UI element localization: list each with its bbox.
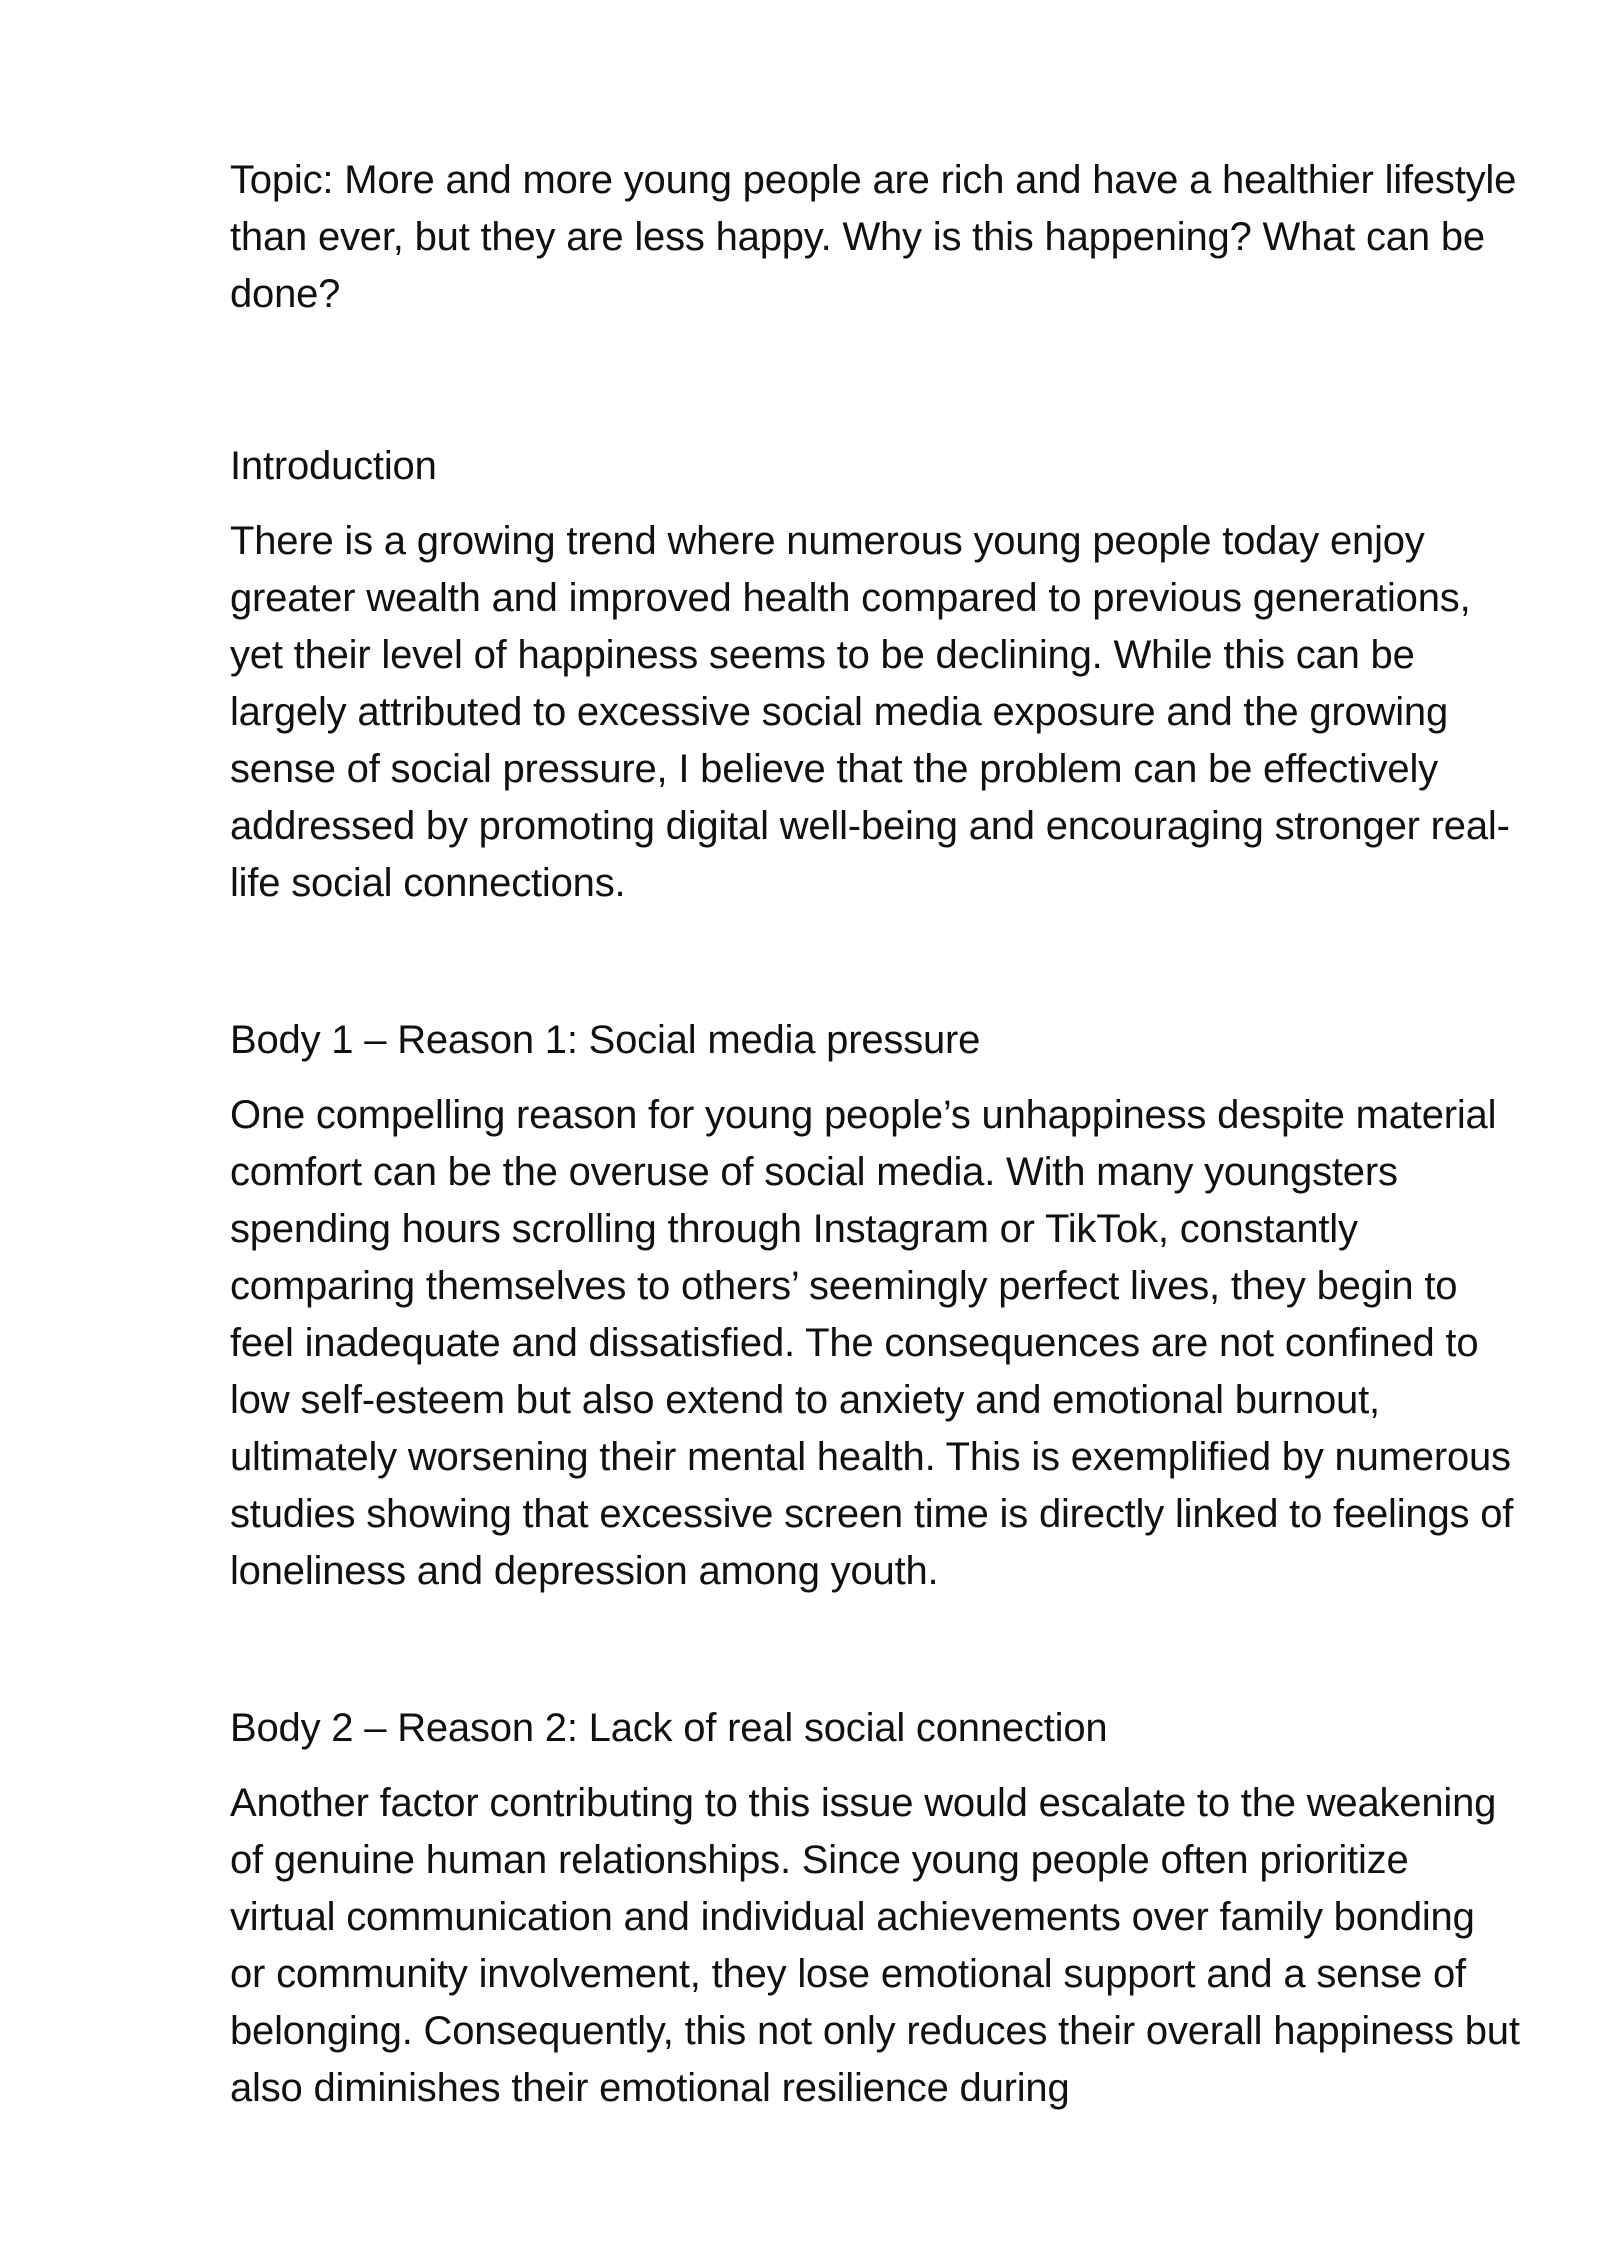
section-heading-body-2: Body 2 – Reason 2: Lack of real social connection (230, 1706, 1108, 1750)
document-body (230, 152, 1520, 2117)
essay-topic: Topic: More and more young people are rich and have a healthier lifestyle than ever, but they are less happy. Why is this happening? What can be done? (230, 158, 1517, 316)
section-heading-body-1: Body 1 – Reason 1: Social media pressure (230, 1018, 981, 1062)
section-paragraph-body-2: Another factor contributing to this issue would escalate to the weakening of genuine human relationships. Since young people often prioritize virtual communication and individual achievements over family bonding or community involvement, they lose emotional support and a sense of belonging. Consequently, this not only reduces their overall happiness but also diminishes their emotional resilience during (230, 1781, 1520, 2110)
section-paragraph-body-1: One compelling reason for young people’s unhappiness despite material comfort can be the overuse of social media. With many youngsters spending hours scrolling through Instagram or TikTok, constantly comparing themselves to others’ seemingly perfect lives, they begin to feel inadequate and dissatisfied. The consequences are not confined to low self-esteem but also extend to anxiety and emotional burnout, ultimately worsening their mental health. This is exemplified by numerous studies showing that excessive screen time is directly linked to feelings of loneliness and depression among youth. (230, 1093, 1514, 1593)
section-paragraph-introduction: There is a growing trend where numerous young people today enjoy greater wealth and improved health compared to previous generations, yet their level of happiness seems to be declining. While this can be largely attributed to excessive social media exposure and the growing sense of social pressure, I believe that the problem can be effectively addressed by promoting digital well-being and encouraging stronger real-life social connections. (230, 519, 1510, 905)
section-heading-introduction: Introduction (230, 444, 437, 488)
